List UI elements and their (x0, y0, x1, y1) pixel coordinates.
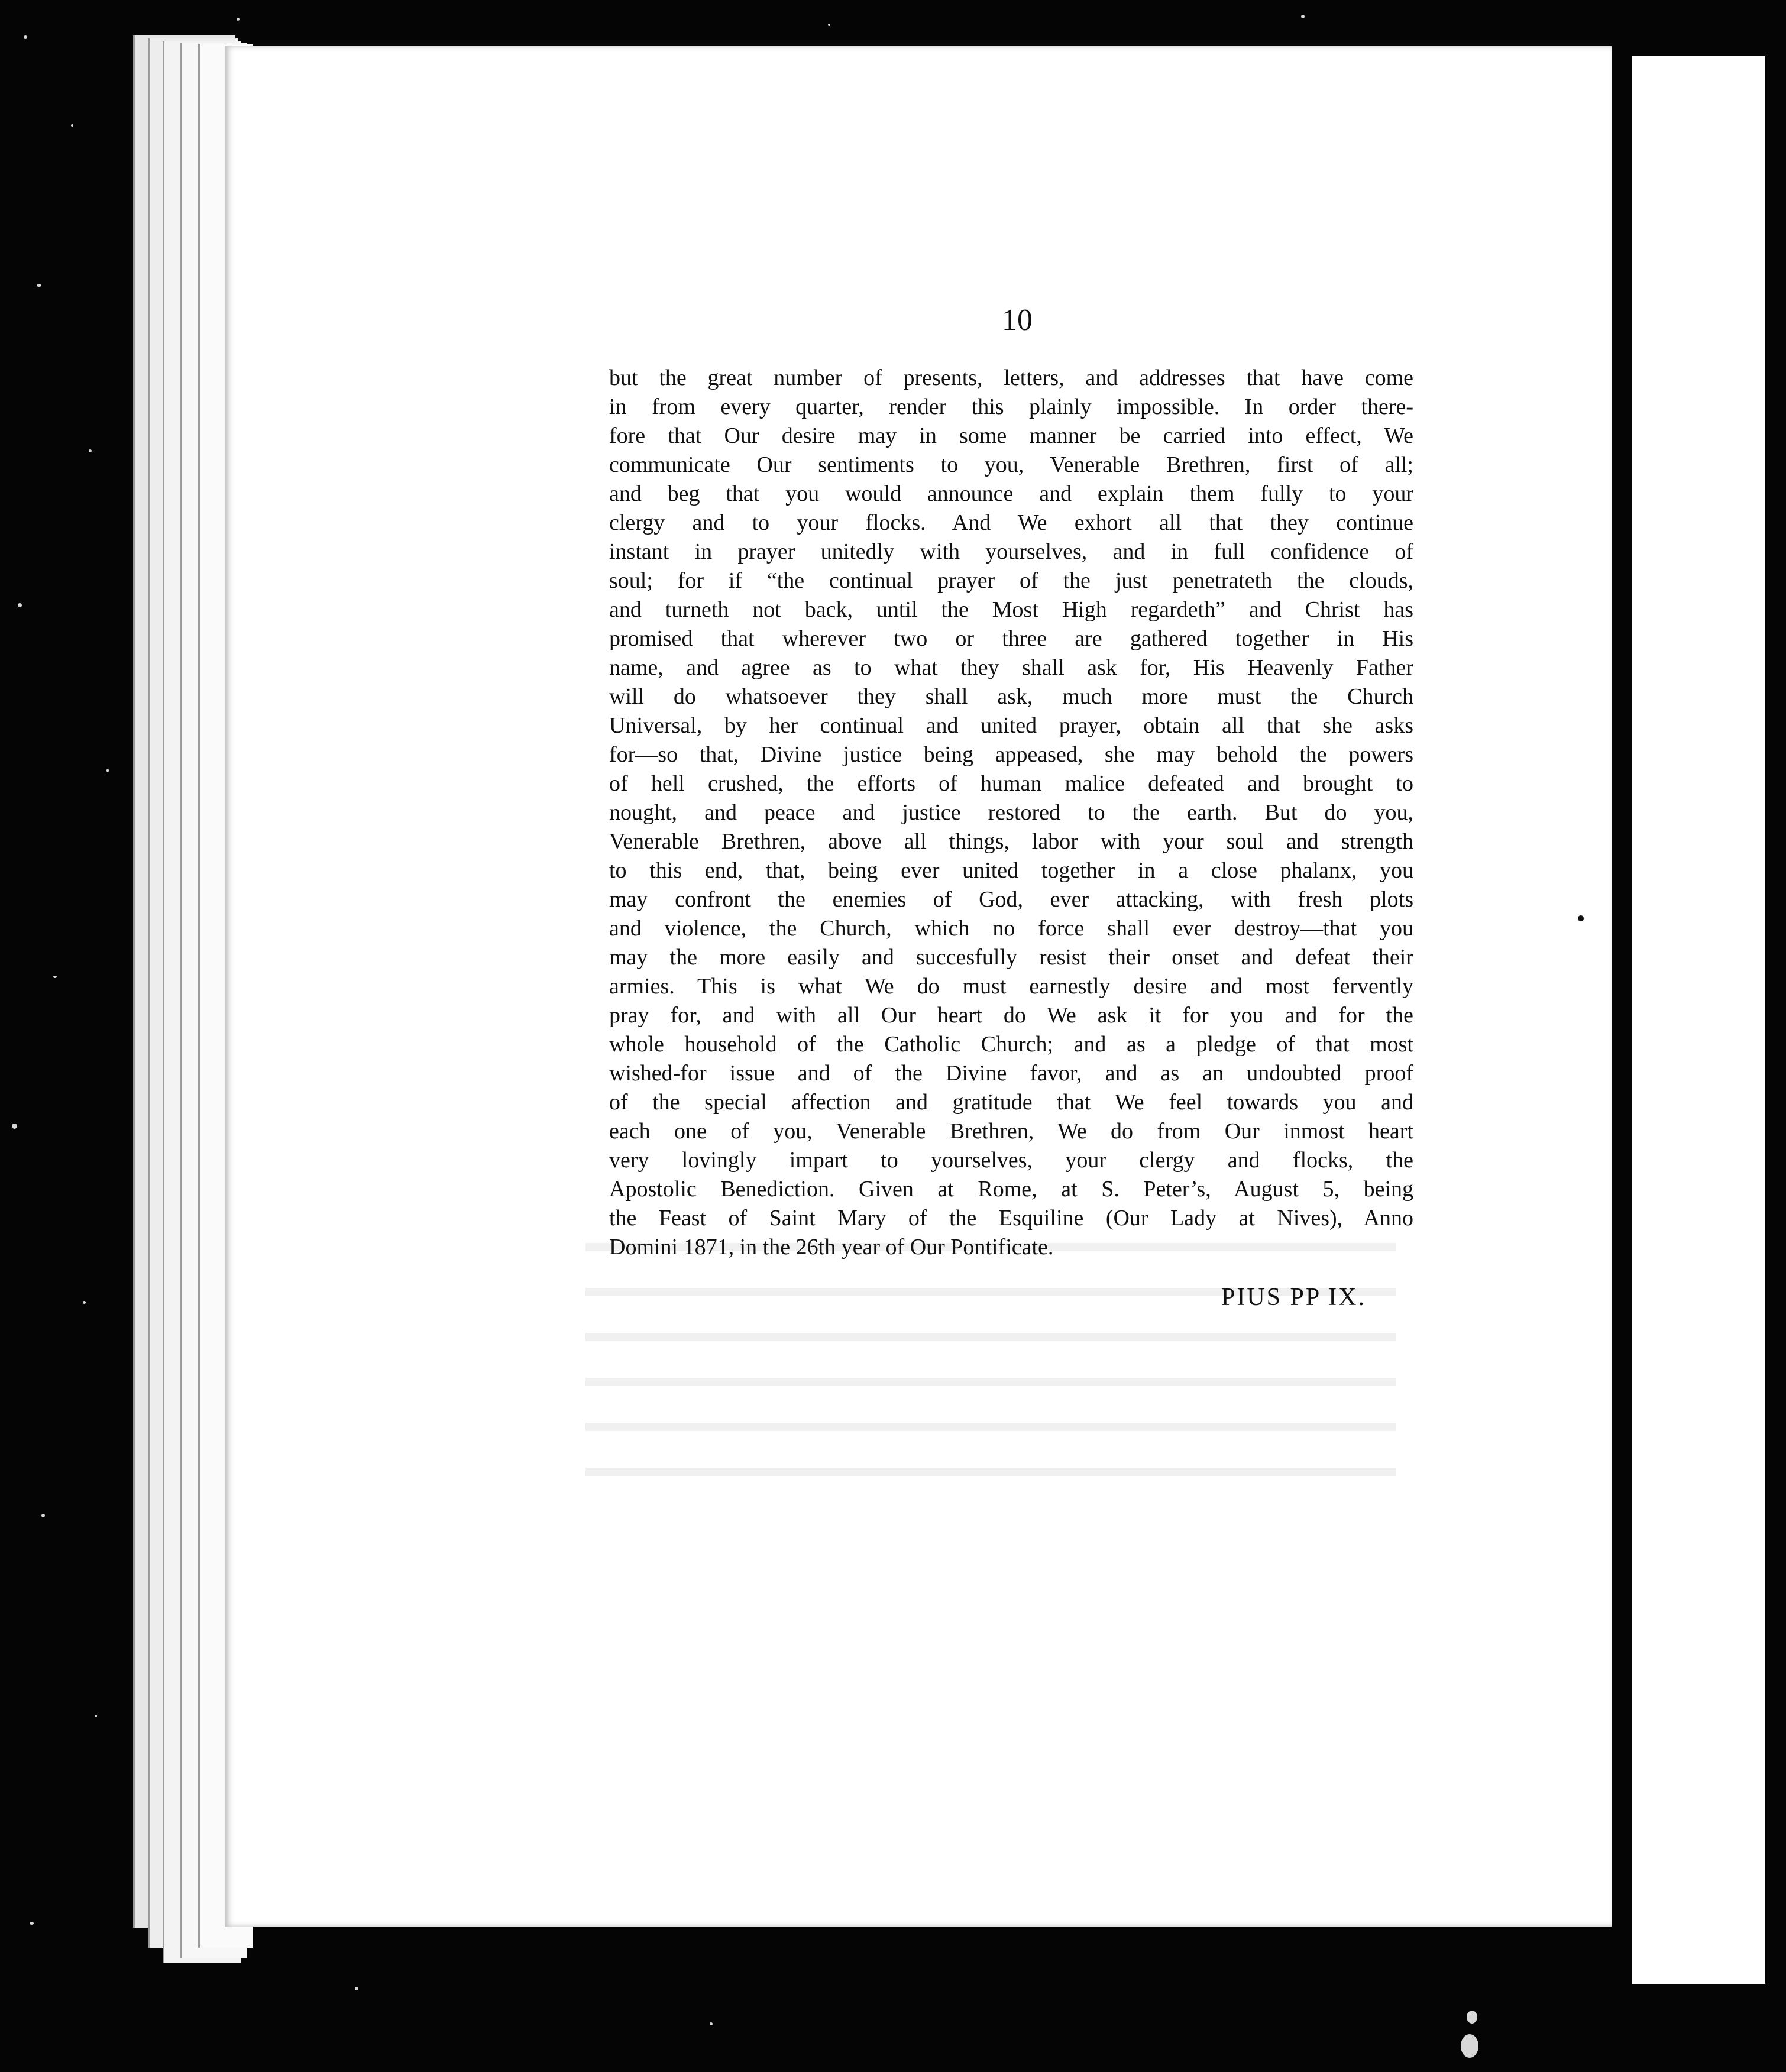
text-line: promised that wherever two or three are gathered together in His (609, 626, 1413, 651)
dust-speck (1301, 15, 1305, 18)
text-line: for—so that, Divine justice being appeased, she may behold the powers (609, 742, 1413, 767)
text-line: and violence, the Church, which no force shall ever destroy—that you (609, 916, 1413, 941)
dust-speck (95, 1715, 97, 1717)
text-line: and beg that you would announce and explain them fully to your (609, 481, 1413, 506)
text-line: Apostolic Benediction. Given at Rome, at S. Peter’s, August 5, being (609, 1177, 1413, 1202)
text-line: name, and agree as to what they shall ask for, His Heavenly Father (609, 655, 1413, 680)
text-line: Domini 1871, in the 26th year of Our Pontificate. (609, 1235, 1054, 1260)
dust-speck (30, 1922, 34, 1925)
dust-speck (710, 2022, 713, 2025)
dust-speck (237, 18, 240, 21)
text-line: wished-for issue and of the Divine favor, and as an undoubted proof (609, 1061, 1413, 1086)
dust-speck (89, 449, 92, 452)
text-line: in from every quarter, render this plainly impossible. In order there- (609, 394, 1413, 419)
text-line: but the great number of presents, letters, and addresses that have come (609, 365, 1413, 390)
text-line: very lovingly impart to yourselves, your clergy and flocks, the (609, 1148, 1413, 1173)
dust-speck (1467, 2011, 1477, 2024)
body-text (609, 364, 1413, 1262)
text-line: the Feast of Saint Mary of the Esquiline (Our Lady at Nives), Anno (609, 1206, 1413, 1231)
text-line: whole household of the Catholic Church; and as a pledge of that most (609, 1032, 1413, 1057)
text-line: armies. This is what We do must earnestly desire and most fervently (609, 974, 1413, 999)
dust-speck (71, 124, 73, 127)
dust-speck (37, 284, 41, 287)
dust-speck (1461, 2034, 1478, 2058)
text-line: may confront the enemies of God, ever attacking, with fresh plots (609, 887, 1413, 912)
dust-speck (106, 769, 109, 772)
text-line: of hell crushed, the efforts of human malice defeated and brought to (609, 771, 1413, 796)
text-line: soul; for if “the continual prayer of the just penetrateth the clouds, (609, 568, 1413, 593)
text-line: and turneth not back, until the Most High regardeth” and Christ has (609, 597, 1413, 622)
text-line: to this end, that, being ever united together in a close phalanx, you (609, 858, 1413, 883)
signature: PIUS PP IX. (1221, 1284, 1366, 1311)
dust-speck (53, 976, 57, 978)
ink-dot (1578, 915, 1584, 921)
text-line: clergy and to your flocks. And We exhort all that they continue (609, 510, 1413, 535)
dust-speck (83, 1301, 86, 1304)
text-line: each one of you, Venerable Brethren, We do from Our inmost heart (609, 1119, 1413, 1144)
text-line: may the more easily and succesfully resist their onset and defeat their (609, 945, 1413, 970)
dust-speck (41, 1514, 45, 1517)
page-number: 10 (1002, 303, 1033, 337)
dust-speck (828, 24, 830, 26)
text-line: fore that Our desire may in some manner be carried into effect, We (609, 423, 1413, 448)
dust-speck (355, 1987, 358, 1990)
text-line: of the special affection and gratitude that We feel towards you and (609, 1090, 1413, 1115)
text-line: pray for, and with all Our heart do We ask it for you and for the (609, 1003, 1413, 1028)
dust-speck (18, 603, 22, 607)
text-line: nought, and peace and justice restored to the earth. But do you, (609, 800, 1413, 825)
text-line: Venerable Brethren, above all things, labor with your soul and strength (609, 829, 1413, 854)
dust-speck (24, 35, 27, 39)
dust-speck (12, 1124, 17, 1129)
text-line: Universal, by her continual and united prayer, obtain all that she asks (609, 713, 1413, 738)
text-line: instant in prayer unitedly with yourselves, and in full confidence of (609, 539, 1413, 564)
text-line: will do whatsoever they shall ask, much more must the Church (609, 684, 1413, 709)
facing-page (1632, 56, 1765, 1984)
text-line: communicate Our sentiments to you, Venerable Brethren, first of all; (609, 452, 1413, 477)
